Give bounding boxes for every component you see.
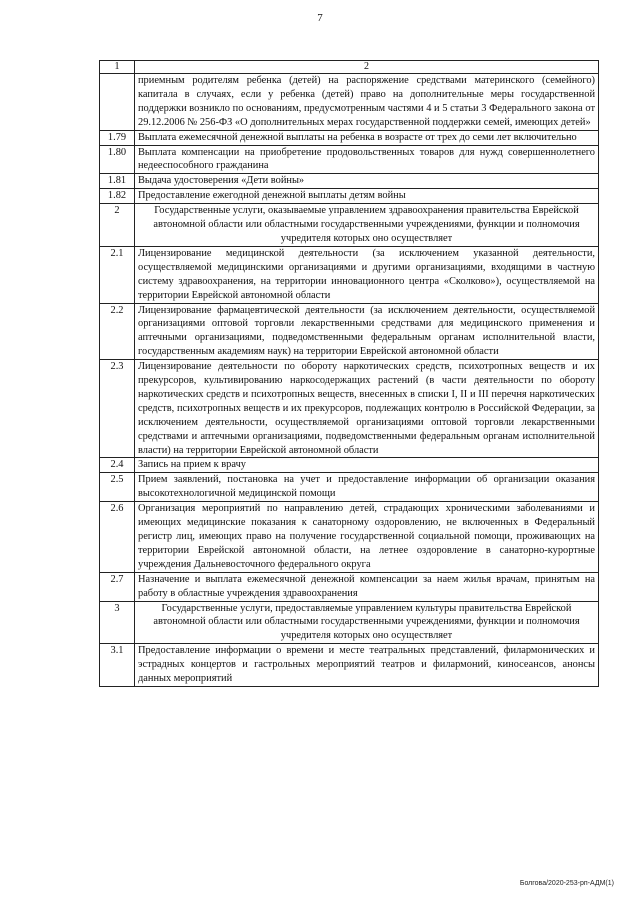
row-text: Лицензирование деятельности по обороту наркотических средств, психотропных веществ и их прекурсоров, культивированию наркосодержащих растений (в части деятельности по обороту наркотических средств и психотропных веществ, внесенных в списки I, II и III перечня наркотических средств, психотропных веществ и их прекурсоров, подлежащих контролю в Российской Федерации, за исключением деятельности, осуществляемой организациями оптовой торговли лекарственными средствами и аптечными организациями, подведомственными федеральным органам исполнительной власти) на территории Еврейской автономной области (135, 360, 599, 458)
table-row (100, 130, 599, 145)
row-text: Выдача удостоверения «Дети войны» (135, 174, 599, 189)
section-number: 3 (100, 601, 135, 644)
table-row (100, 246, 599, 303)
row-text: Лицензирование фармацевтической деятельности (за исключением деятельности, осуществляемой организациями оптовой торговли лекарственными средствами для медицинского применения и аптечными организациями, подведомственными федеральным органам исполнительной власти, государственным академиям наук) на территории Еврейской автономной области (135, 303, 599, 360)
table-row (100, 458, 599, 473)
table-row (100, 644, 599, 687)
row-number: 1.82 (100, 189, 135, 204)
row-text: Выплата ежемесячной денежной выплаты на ребенка в возрасте от трех до семи лет включительно (135, 130, 599, 145)
table-row (100, 145, 599, 174)
row-text: Организация мероприятий по направлению детей, страдающих хроническими заболеваниями и имеющих медицинские показания к санаторному оздоровлению, не включенных в Федеральный регистр лиц, имеющих право на получение государственной социальной помощи, проживающих на территории Еврейской автономной области, на летнее оздоровление в санаторно-курортные учреждения Дальневосточного федерального округа (135, 502, 599, 573)
table-row (100, 189, 599, 204)
row-number: 2.5 (100, 473, 135, 502)
section-number: 2 (100, 204, 135, 247)
row-text: Назначение и выплата ежемесячной денежной компенсации за наем жилья врачам, принятым на работу в областные учреждения здравоохранения (135, 572, 599, 601)
row-number (100, 74, 135, 131)
row-number: 2.2 (100, 303, 135, 360)
row-text: Лицензирование медицинской деятельности (за исключением указанной деятельности, осуществляемой медицинскими организациями и другими организациями, входящими в частную систему здравоохранения, на территории инновационного центра «Сколково»), осуществляемой на территории Еврейской автономной области (135, 246, 599, 303)
row-text: Выплата компенсации на приобретение продовольственных товаров для нужд совершеннолетнего недееспособного гражданина (135, 145, 599, 174)
table-row (100, 502, 599, 573)
section-heading: Государственные услуги, предоставляемые управлением культуры правительства Еврейской автономной области или областными государственными учреждениями, функции и полномочия учредителя которых оно осуществляет (135, 601, 599, 644)
table-row (100, 174, 599, 189)
table-row (100, 473, 599, 502)
table-row (100, 74, 599, 131)
table-header-row (100, 61, 599, 74)
table-row (100, 303, 599, 360)
header-col-1: 1 (100, 61, 135, 74)
table-row (100, 360, 599, 458)
table-row (100, 572, 599, 601)
row-number: 1.79 (100, 130, 135, 145)
document-footer-code: Болгова/2020-253-рп-АДМ(1) (519, 880, 614, 887)
row-text: приемным родителям ребенка (детей) на распоряжение средствами материнского (семейного) капитала в случаях, если у ребенка (детей) право на дополнительные меры государственной поддержки возникло по основаниям, предусмотренным частями 4 и 5 статьи 3 Федерального закона от 29.12.2006 № 256-ФЗ «О дополнительных мерах государственной поддержки семей, имеющих детей» (135, 74, 599, 131)
page-number: 7 (317, 12, 323, 24)
row-text: Прием заявлений, постановка на учет и предоставление информации об организации оказания высокотехнологичной медицинской помощи (135, 473, 599, 502)
row-number: 1.81 (100, 174, 135, 189)
row-text: Предоставление информации о времени и месте театральных представлений, филармонических и эстрадных концертов и гастрольных мероприятий театров и филармоний, киносеансов, анонсы данных мероприятий (135, 644, 599, 687)
section-heading-row (100, 204, 599, 247)
row-number: 3.1 (100, 644, 135, 687)
section-heading-row (100, 601, 599, 644)
row-number: 1.80 (100, 145, 135, 174)
row-number: 2.7 (100, 572, 135, 601)
services-table (99, 60, 599, 687)
row-text: Запись на прием к врачу (135, 458, 599, 473)
row-number: 2.4 (100, 458, 135, 473)
section-heading: Государственные услуги, оказываемые управлением здравоохранения правительства Еврейской автономной области или областными государственными учреждениями, функции и полномочия учредителя которых оно осуществляет (135, 204, 599, 247)
row-number: 2.1 (100, 246, 135, 303)
row-number: 2.6 (100, 502, 135, 573)
row-text: Предоставление ежегодной денежной выплаты детям войны (135, 189, 599, 204)
row-number: 2.3 (100, 360, 135, 458)
header-col-2: 2 (135, 61, 599, 74)
